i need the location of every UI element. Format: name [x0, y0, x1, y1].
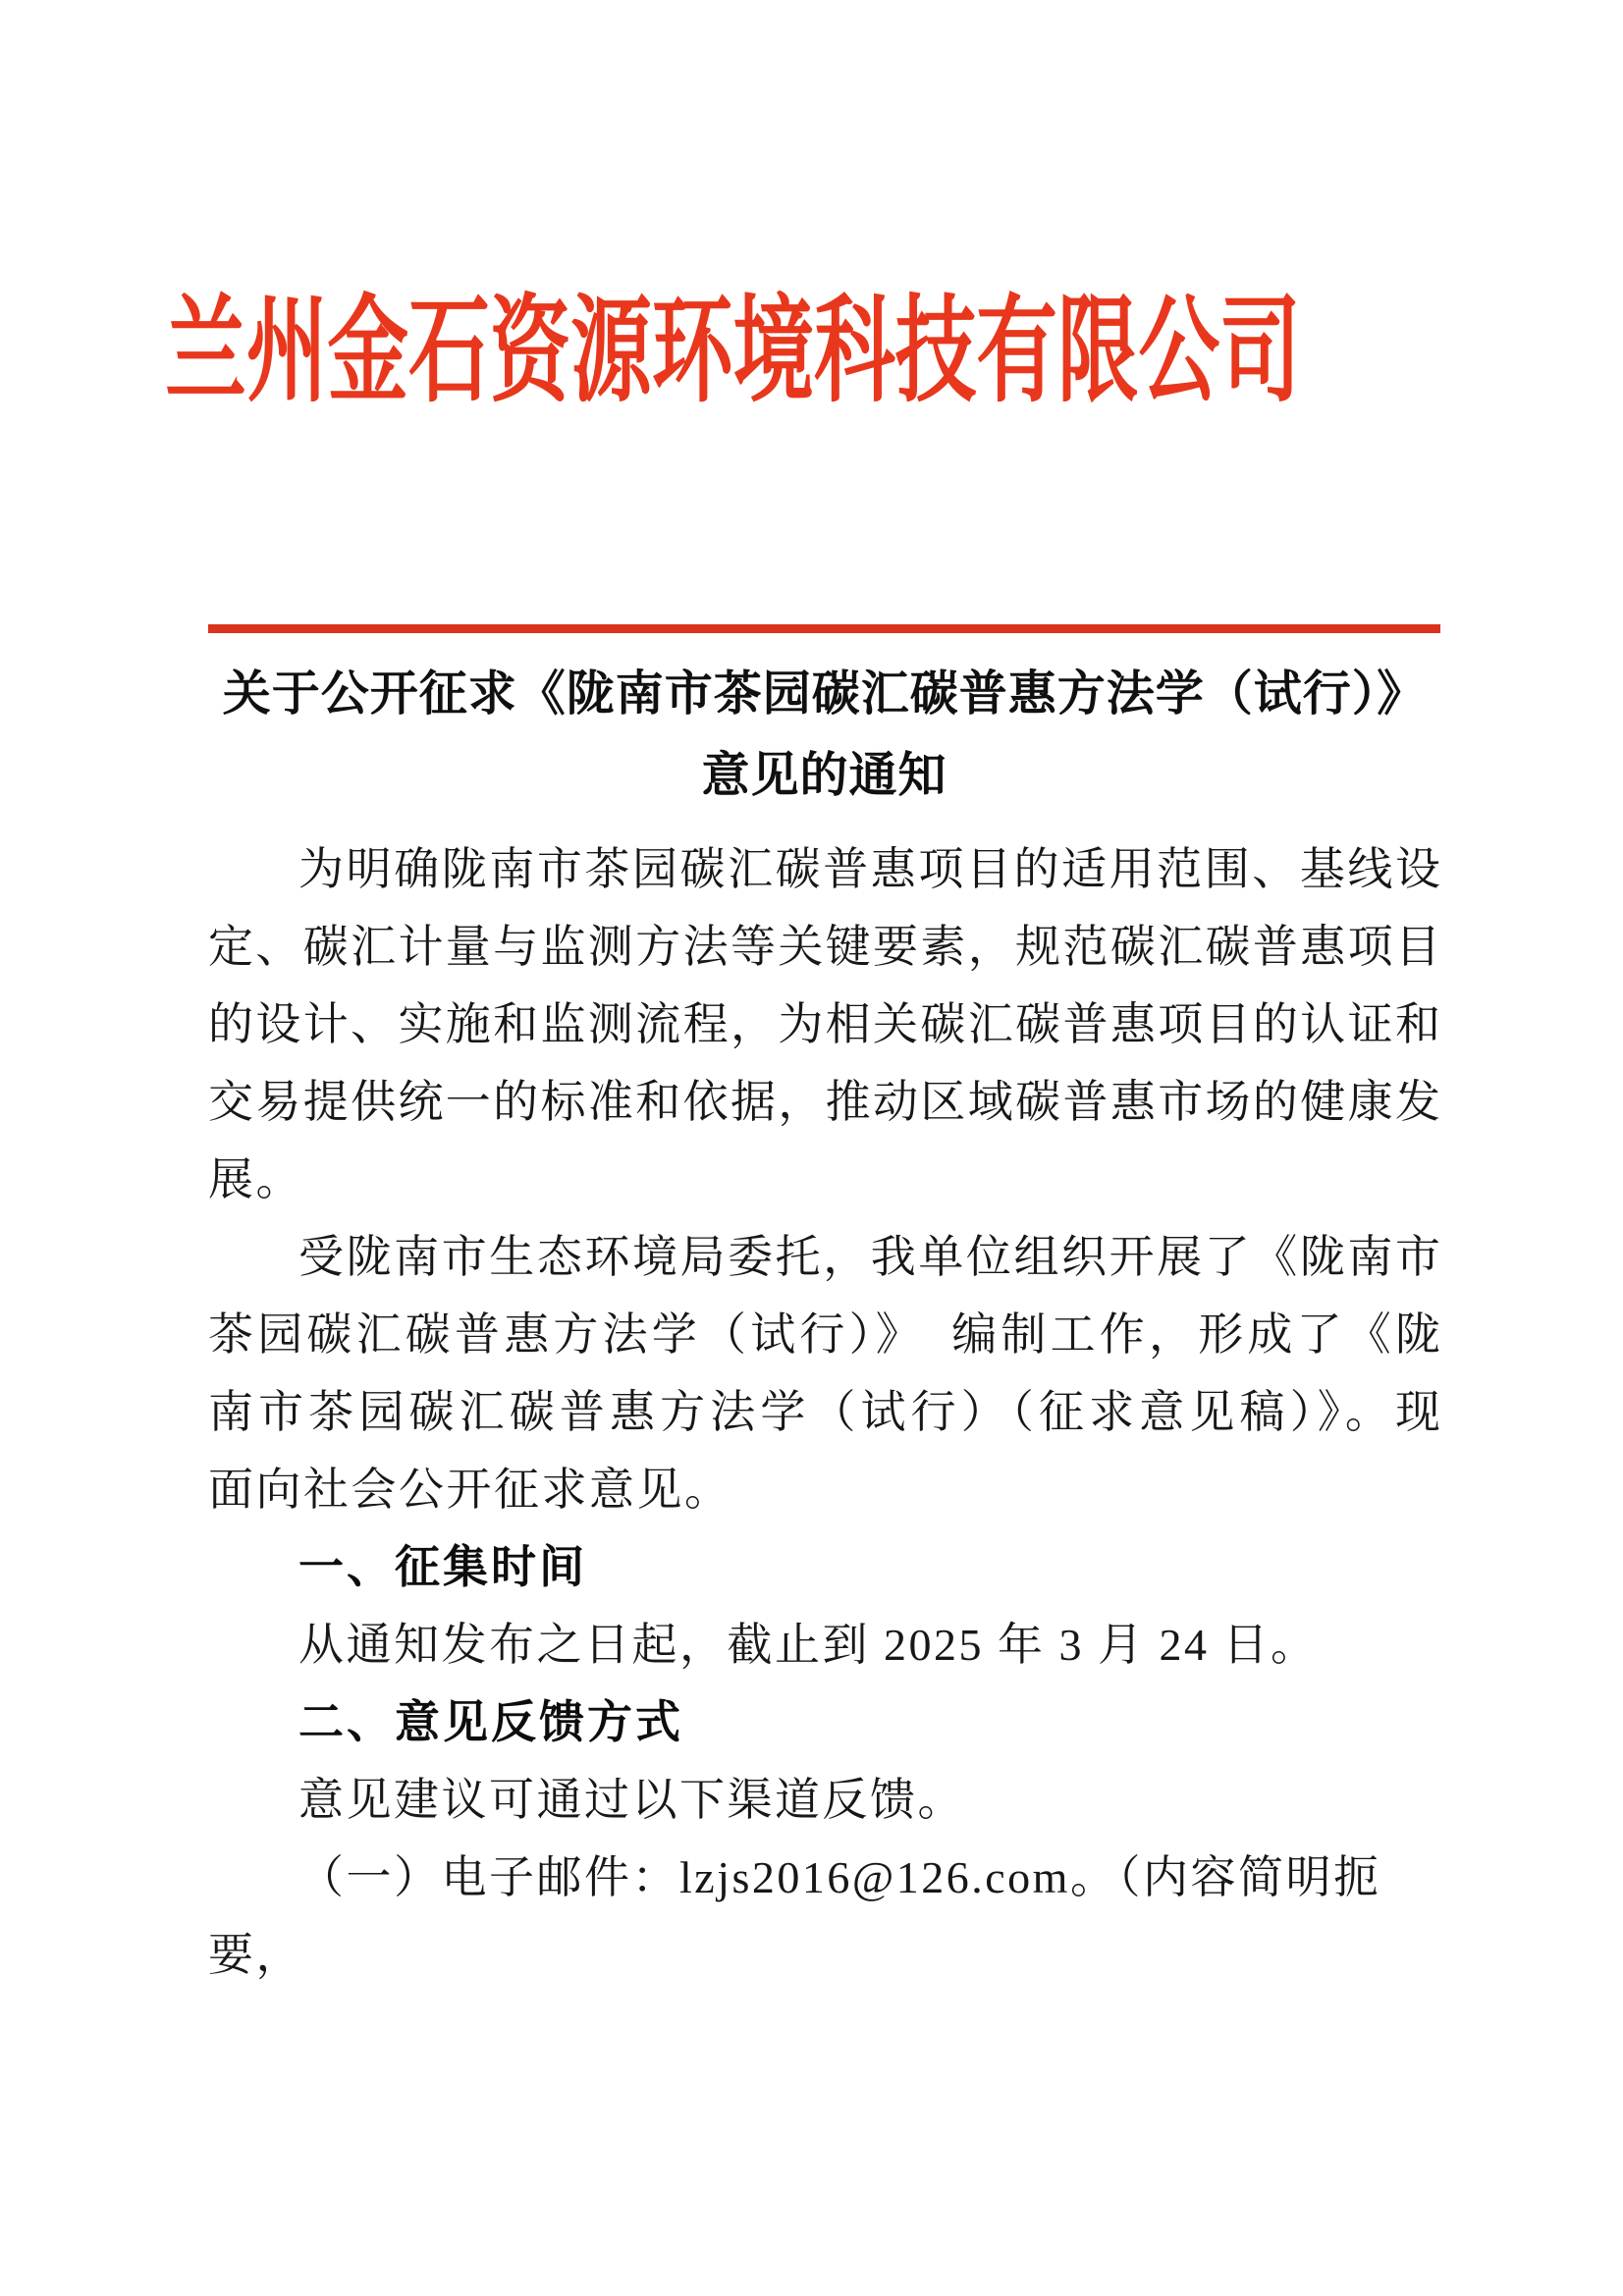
- notice-title-line2: 意见的通知: [701, 748, 947, 802]
- paragraph2-line: 受陇南市生态环境局委托，我单位组织开展了《陇南市: [298, 1232, 1440, 1282]
- notice-title: [208, 653, 1440, 816]
- email-channel-line: （一）电子邮件：lzjs2016@126.com。（内容简明扼要，: [208, 1852, 1381, 1980]
- paragraph1-line: 为明确陇南市茶园碳汇碳普惠项目的适用范围、基线设: [298, 844, 1440, 894]
- paragraph2-line: 茶园碳汇碳普惠方法学（试行）》 编制工作，形成了《陇: [208, 1309, 1440, 1360]
- paragraph1-line: 交易提供统一的标准和依据，推动区域碳普惠市场的健康发: [208, 1077, 1440, 1127]
- paragraph1-line: 的设计、实施和监测流程，为相关碳汇碳普惠项目的认证和: [208, 999, 1440, 1049]
- paragraph1-line: 定、碳汇计量与监测方法等关键要素，规范碳汇碳普惠项目: [208, 922, 1440, 972]
- red-divider-line: [208, 624, 1440, 633]
- company-letterhead: 兰州金石资源环境科技有限公司: [165, 288, 1301, 416]
- section-1-heading: 一、征集时间: [298, 1541, 587, 1592]
- deadline-line: 从通知发布之日起，截止到 2025 年 3 月 24 日。: [298, 1620, 1319, 1670]
- paragraph2-line: 面向社会公开征求意见。: [208, 1465, 732, 1515]
- paragraph2-line: 南市茶园碳汇碳普惠方法学（试行）（征求意见稿）》。现: [208, 1387, 1440, 1437]
- notice-title-line1: 关于公开征求《陇南市茶园碳汇碳普惠方法学（试行）》: [222, 667, 1427, 721]
- feedback-intro-line: 意见建议可通过以下渠道反馈。: [298, 1775, 965, 1825]
- notice-body: [208, 830, 1440, 1994]
- paragraph1-line: 展。: [208, 1154, 303, 1204]
- section-2-heading: 二、意见反馈方式: [298, 1696, 683, 1747]
